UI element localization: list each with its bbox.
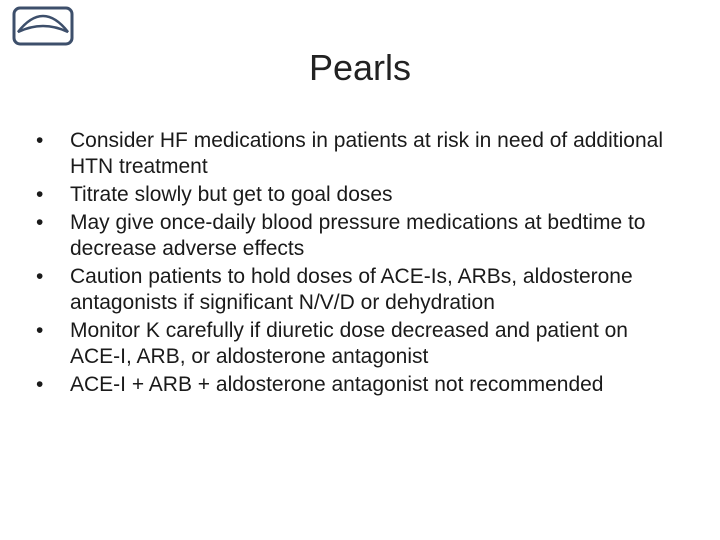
bullet-list [36, 128, 676, 400]
bullet-item-monitor-k [36, 318, 676, 370]
bullet-text: Consider HF medications in patients at risk in need of additional HTN treatment [70, 129, 663, 178]
bullet-item-bedtime-dosing [36, 210, 676, 262]
bullet-text: Caution patients to hold doses of ACE-Is, ARBs, aldosterone antagonists if significant N/V/D or dehydration [70, 265, 633, 314]
bullet-text: Monitor K carefully if diuretic dose decreased and patient on ACE-I, ARB, or aldosterone antagonist [70, 319, 628, 368]
bullet-item-caution-doses [36, 264, 676, 316]
bullet-marker: • [36, 319, 44, 342]
bullet-text: Titrate slowly but get to goal doses [70, 183, 393, 206]
bullet-marker: • [36, 183, 44, 206]
bullet-marker: • [36, 129, 44, 152]
bullet-item-hf-medications [36, 128, 676, 180]
bullet-marker: • [36, 265, 44, 288]
eye-lens-logo-icon [12, 6, 74, 46]
bullet-marker: • [36, 373, 44, 396]
slide-title: Pearls [308, 47, 412, 88]
bullet-item-triple-therapy [36, 372, 676, 398]
bullet-item-titrate [36, 182, 676, 208]
bullet-text: May give once-daily blood pressure medications at bedtime to decrease adverse effects [70, 211, 646, 260]
bullet-text: ACE-I + ARB + aldosterone antagonist not recommended [70, 373, 604, 396]
bullet-marker: • [36, 211, 44, 234]
